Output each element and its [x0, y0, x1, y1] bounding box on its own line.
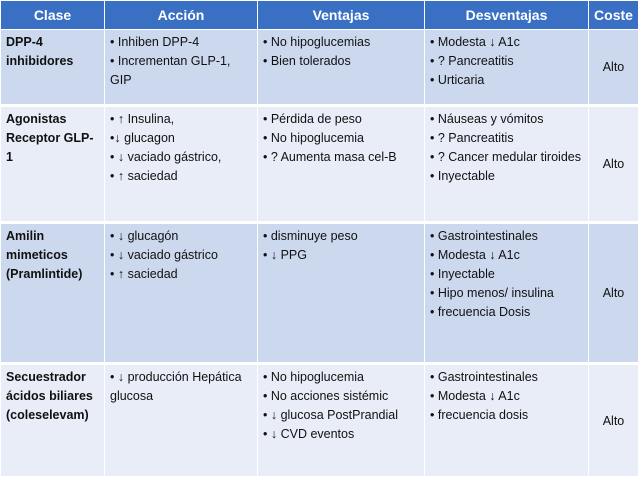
- bullet-text: •: [110, 149, 118, 164]
- clase-cell: Agonistas Receptor GLP-1: [1, 105, 105, 222]
- bullet-item: [110, 167, 252, 186]
- bullet-text-suffix: A1c: [495, 35, 520, 49]
- desventajas-cell: [425, 105, 589, 222]
- bullet-text: • No hipoglucemia: [263, 130, 364, 145]
- coste-cell: Alto: [589, 105, 638, 222]
- bullet-item: [430, 406, 583, 425]
- bullet-item: [430, 246, 583, 265]
- table-row: [1, 222, 638, 363]
- accion-cell: [105, 364, 258, 478]
- bullet-item: [263, 387, 419, 406]
- bullet-item: [263, 406, 419, 425]
- bullet-text-suffix: A1c: [495, 389, 520, 404]
- bullet-item: [263, 246, 419, 265]
- up-arrow-icon: ↑: [117, 168, 125, 183]
- bullet-text: • Inyectable: [430, 266, 495, 281]
- bullet-text: • Modesta: [430, 35, 490, 49]
- down-arrow-icon: ↓: [489, 247, 496, 262]
- bullet-text: • Modesta: [430, 389, 490, 404]
- bullet-item: [263, 227, 419, 246]
- bullet-text: • Hipo menos/ insulina: [430, 285, 554, 300]
- ventajas-cell: [258, 30, 425, 106]
- bullet-text: • ? Pancreatitis: [430, 54, 514, 68]
- bullet-text-suffix: saciedad: [124, 168, 178, 183]
- ventajas-cell: [258, 105, 425, 222]
- bullet-text: •: [110, 130, 115, 145]
- table-row: [1, 105, 638, 222]
- down-arrow-icon: ↓: [270, 408, 278, 423]
- bullet-text: •: [263, 247, 271, 262]
- bullet-text: • Gastrointestinales: [430, 228, 538, 243]
- ventajas-cell: [258, 222, 425, 363]
- bullet-item: [110, 52, 252, 90]
- bullet-item: [430, 368, 583, 387]
- bullet-item: [263, 425, 419, 444]
- clase-cell: DPP-4 inhibidores: [1, 30, 105, 106]
- bullet-text: • Inyectable: [430, 168, 495, 183]
- accion-cell: [105, 30, 258, 106]
- clase-cell: Amilin mimeticos (Pramlintide): [1, 222, 105, 363]
- down-arrow-icon: ↓: [114, 130, 121, 145]
- bullet-text-suffix: glucagón: [124, 228, 179, 243]
- down-arrow-icon: ↓: [117, 247, 125, 262]
- header-clase: Clase: [1, 1, 105, 30]
- coste-cell: Alto: [589, 222, 638, 363]
- desventajas-cell: [425, 364, 589, 478]
- table-row: [1, 364, 638, 478]
- coste-cell: Alto: [589, 30, 638, 106]
- bullet-item: [263, 129, 419, 148]
- bullet-item: [263, 368, 419, 387]
- bullet-text: • No hipoglucemia: [263, 370, 364, 385]
- bullet-item: [430, 110, 583, 129]
- down-arrow-icon: ↓: [270, 247, 278, 262]
- bullet-item: [430, 227, 583, 246]
- bullet-item: [110, 33, 252, 52]
- accion-cell: [105, 105, 258, 222]
- bullet-text: • ? Pancreatitis: [430, 130, 514, 145]
- bullet-text: •: [263, 427, 271, 442]
- bullet-item: [110, 246, 252, 265]
- down-arrow-icon: ↓: [270, 427, 278, 442]
- bullet-text: • No hipoglucemias: [263, 35, 371, 49]
- up-arrow-icon: ↑: [117, 111, 125, 126]
- bullet-item: [430, 33, 583, 52]
- header-desventajas: Desventajas: [425, 1, 589, 30]
- bullet-text: •: [110, 228, 118, 243]
- bullet-text: • frecuencia Dosis: [430, 304, 531, 319]
- desventajas-cell: [425, 222, 589, 363]
- bullet-text-suffix: glucagon: [120, 130, 175, 145]
- bullet-item: [430, 167, 583, 186]
- ventajas-cell: [258, 364, 425, 478]
- bullet-item: [430, 265, 583, 284]
- bullet-text-suffix: CVD eventos: [277, 427, 355, 442]
- bullet-text-suffix: saciedad: [124, 266, 178, 281]
- bullet-item: [430, 129, 583, 148]
- bullet-item: [430, 387, 583, 406]
- bullet-item: [430, 52, 583, 71]
- bullet-text-suffix: A1c: [495, 247, 520, 262]
- bullet-text: • Pérdida de peso: [263, 111, 362, 126]
- up-arrow-icon: ↑: [117, 266, 125, 281]
- bullet-text: • Incrementan GLP-1, GIP: [110, 54, 231, 87]
- bullet-item: [430, 284, 583, 303]
- bullet-text: •: [110, 266, 118, 281]
- bullet-item: [430, 303, 583, 322]
- bullet-text: • No acciones sistémic: [263, 389, 389, 404]
- header-accion: Acción: [105, 1, 258, 30]
- bullet-item: [110, 148, 252, 167]
- bullet-text: • ? Cancer medular tiroides: [430, 149, 581, 164]
- bullet-text: • Náuseas y vómitos: [430, 111, 544, 126]
- bullet-text: • frecuencia dosis: [430, 408, 529, 423]
- bullet-item: [110, 368, 252, 406]
- bullet-item: [110, 110, 252, 129]
- bullet-item: [110, 265, 252, 284]
- header-ventajas: Ventajas: [258, 1, 425, 30]
- down-arrow-icon: ↓: [489, 35, 496, 49]
- bullet-text-suffix: vaciado gástrico,: [124, 149, 222, 164]
- down-arrow-icon: ↓: [489, 389, 496, 404]
- bullet-text: • Bien tolerados: [263, 54, 351, 68]
- bullet-text-suffix: glucosa PostPrandial: [277, 408, 399, 423]
- bullet-text: •: [263, 408, 271, 423]
- accion-cell: [105, 222, 258, 363]
- bullet-text: •: [110, 247, 118, 262]
- bullet-text: •: [110, 168, 118, 183]
- desventajas-cell: [425, 30, 589, 106]
- bullet-item: [110, 129, 252, 148]
- bullet-item: [263, 110, 419, 129]
- bullet-text-suffix: vaciado gástrico: [124, 247, 218, 262]
- header-row: [1, 1, 638, 30]
- bullet-item: [430, 148, 583, 167]
- down-arrow-icon: ↓: [117, 370, 125, 385]
- bullet-text-suffix: Insulina,: [124, 111, 175, 126]
- bullet-text: • Urticaria: [430, 73, 485, 87]
- bullet-text: • Gastrointestinales: [430, 370, 538, 385]
- table-row: [1, 30, 638, 106]
- bullet-item: [263, 148, 419, 167]
- bullet-text: •: [110, 111, 118, 126]
- bullet-text: • ? Aumenta masa cel-B: [263, 149, 397, 164]
- bullet-text-suffix: PPG: [277, 247, 307, 262]
- bullet-text: • disminuye peso: [263, 228, 358, 243]
- down-arrow-icon: ↓: [117, 228, 125, 243]
- down-arrow-icon: ↓: [117, 149, 125, 164]
- bullet-item: [263, 33, 419, 52]
- header-coste: Coste: [589, 1, 638, 30]
- bullet-item: [110, 227, 252, 246]
- bullet-text-suffix: producción Hepática glucosa: [110, 370, 242, 404]
- bullet-text: • Inhiben DPP-4: [110, 35, 200, 49]
- bullet-text: • Modesta: [430, 247, 490, 262]
- bullet-item: [430, 71, 583, 90]
- clase-cell: Secuestrador ácidos biliares (coleselevam): [1, 364, 105, 478]
- bullet-item: [263, 52, 419, 71]
- bullet-text: •: [110, 370, 118, 385]
- coste-cell: Alto: [589, 364, 638, 478]
